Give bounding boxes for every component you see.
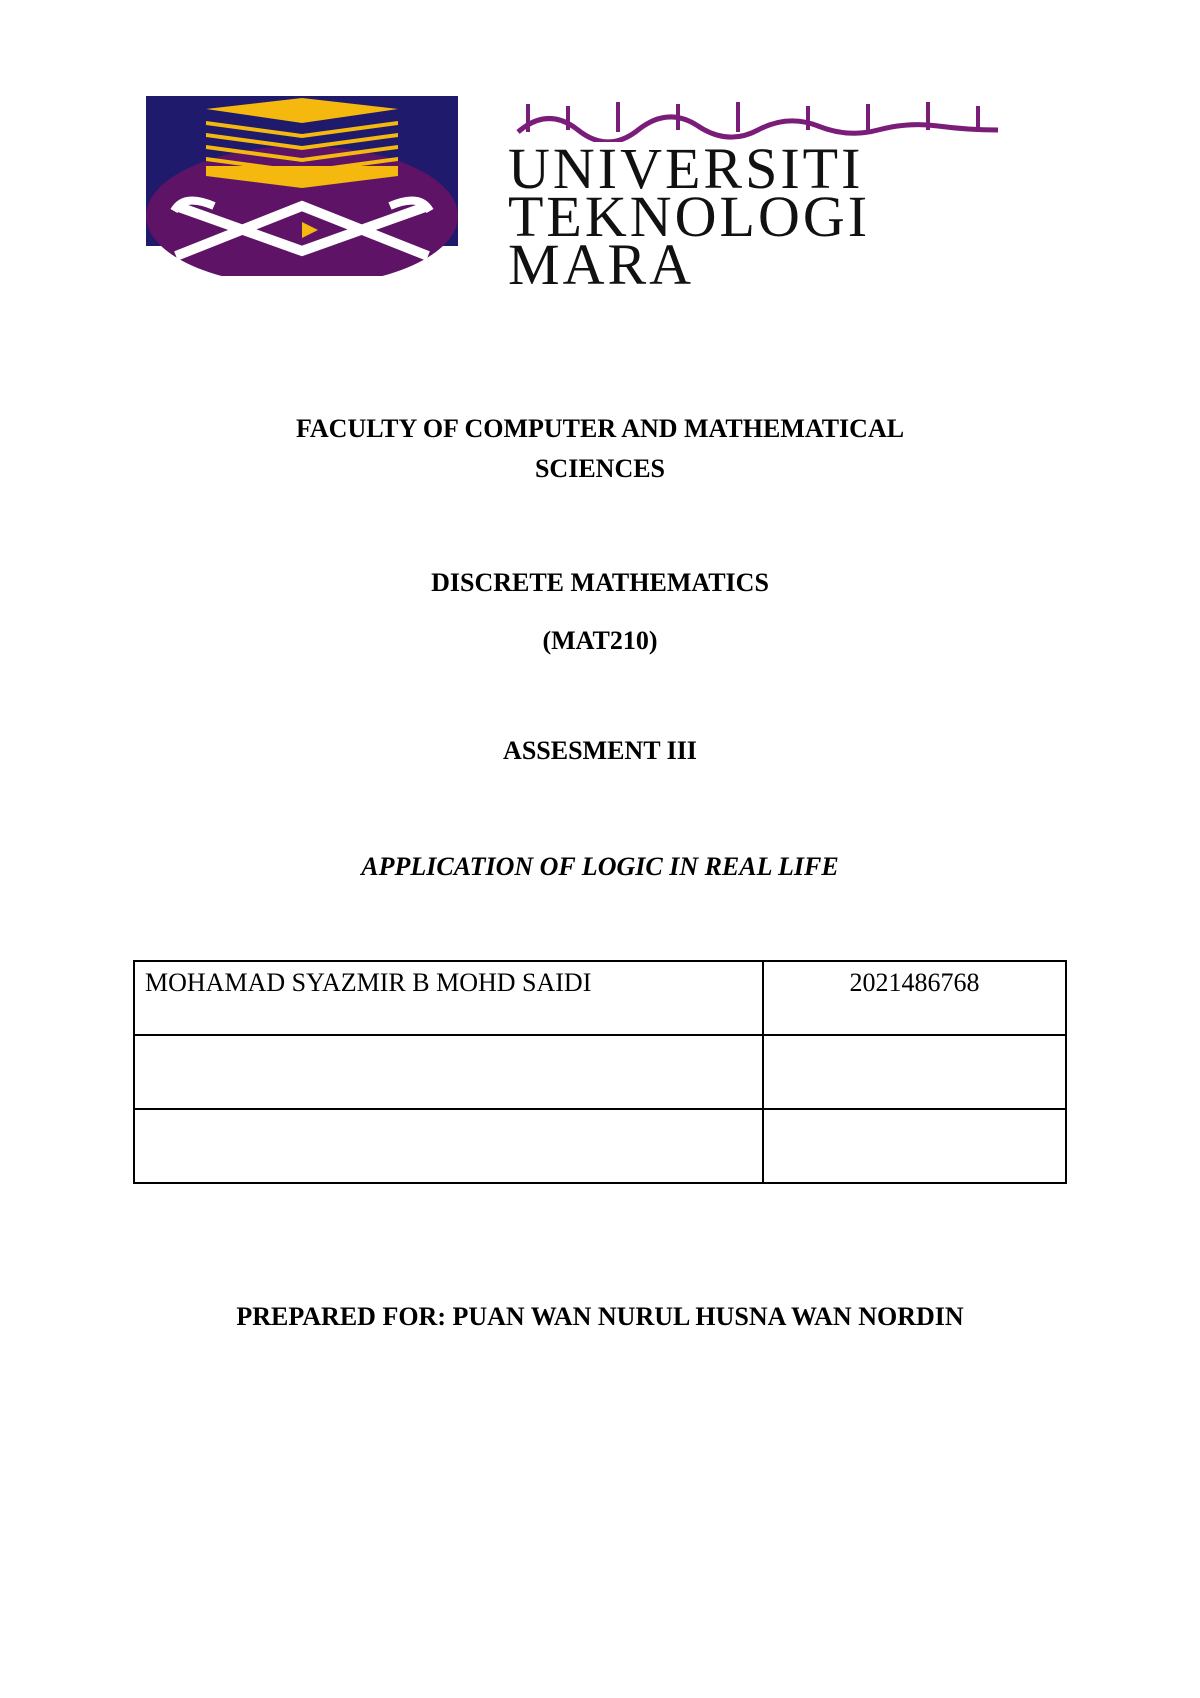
members-table: [133, 960, 1067, 1184]
university-logo: [146, 96, 1066, 297]
uitm-wordmark: [508, 96, 1078, 297]
wordmark-line-mara: MARA: [508, 232, 695, 297]
assessment-title: ASSESMENT III: [503, 736, 697, 765]
wordmark-line-teknologi: TEKNOLOGI: [508, 184, 871, 249]
course-code: (MAT210): [542, 626, 658, 655]
course-title: DISCRETE MATHEMATICS: [431, 568, 769, 597]
member-name-cell: [134, 1035, 763, 1109]
member-name-cell: [134, 1109, 763, 1183]
member-name-cell: MOHAMAD SYAZMIR B MOHD SAIDI: [134, 961, 763, 1035]
table-row: [134, 1035, 1066, 1109]
table-row: [134, 961, 1066, 1035]
member-id-cell: [763, 1109, 1066, 1183]
topic-title: APPLICATION OF LOGIC IN REAL LIFE: [361, 852, 839, 881]
member-id-cell: 2021486768: [763, 961, 1066, 1035]
uitm-emblem-icon: [146, 96, 458, 276]
faculty-title-line2: SCIENCES: [534, 454, 666, 483]
member-id-cell: [763, 1035, 1066, 1109]
wordmark-line-universiti: UNIVERSITI: [508, 136, 864, 201]
table-row: [134, 1109, 1066, 1183]
prepared-for: PREPARED FOR: PUAN WAN NURUL HUSNA WAN NORDIN: [236, 1302, 964, 1331]
faculty-title-line1: FACULTY OF COMPUTER AND MATHEMATICAL: [295, 414, 905, 443]
